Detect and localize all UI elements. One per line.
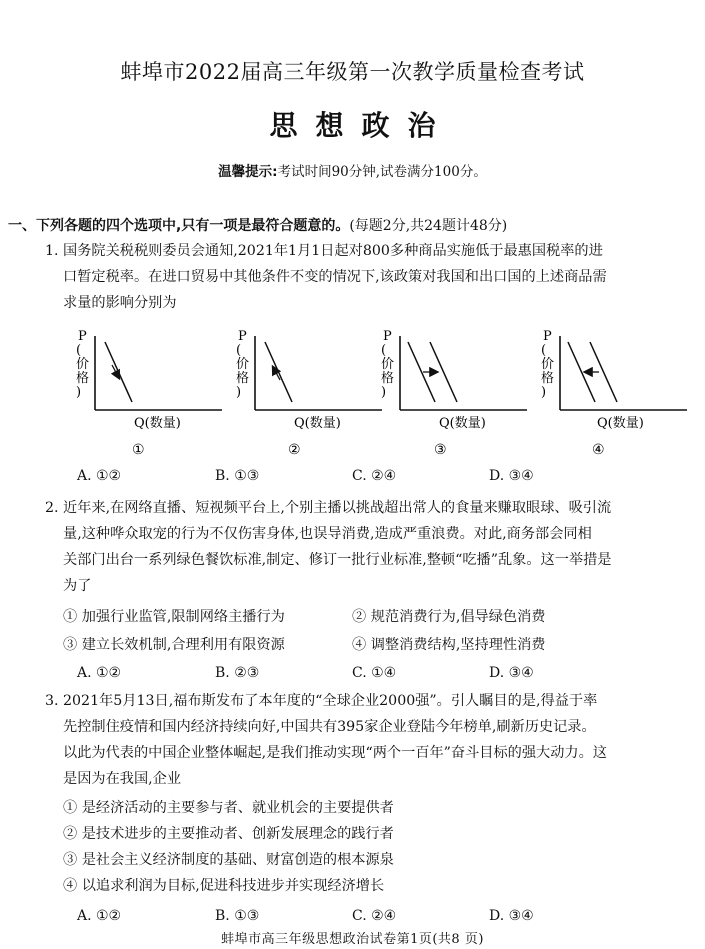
section-scoring: (每题2分,共24题计48分) <box>349 218 508 234</box>
question-text-line: 国务院关税税则委员会通知,2021年1月1日起对800多种商品实施低于最惠国税率的进 <box>63 243 603 259</box>
statement: ③ 是社会主义经济制度的基础、财富创造的根本源泉 <box>63 852 394 868</box>
question-number: 2. <box>45 500 59 516</box>
option-b[interactable]: B. ①③ <box>215 908 260 924</box>
y-axis-label-char: 格 <box>541 371 555 386</box>
x-axis-label: Q(数量) <box>597 416 644 431</box>
question-text-line: 为了 <box>63 578 92 594</box>
question-text-line: 是因为在我国,企业 <box>63 771 182 787</box>
statement: ② 规范消费行为,倡导绿色消费 <box>352 609 546 625</box>
statement: ③ 建立长效机制,合理利用有限资源 <box>63 637 285 653</box>
x-axis-label: Q(数量) <box>294 416 341 431</box>
graph-caption: ④ <box>592 442 605 458</box>
y-axis-label-char: ) <box>236 385 242 400</box>
question-text-line: 近年来,在网络直播、短视频平台上,个别主播以挑战超出常人的食量来赚取眼球、吸引流 <box>63 500 612 516</box>
y-axis-label-char: ( <box>76 343 82 358</box>
y-axis-label-p: P <box>543 329 552 344</box>
option-c[interactable]: C. ①④ <box>352 665 397 681</box>
y-axis-label-char: 格 <box>381 371 395 386</box>
exam-title: 蚌埠市2022届高三年级第一次教学质量检查考试 <box>120 60 585 84</box>
statement: ④ 调整消费结构,坚持理性消费 <box>352 637 546 653</box>
question-text-line: 量,这种哗众取宠的行为不仅伤害身体,也误导消费,造成严重浪费。对此,商务部会同相 <box>63 526 592 542</box>
option-b[interactable]: B. ①③ <box>215 468 260 484</box>
y-axis-label-char: ) <box>541 385 547 400</box>
option-a[interactable]: A. ①② <box>77 665 122 681</box>
statement: ④ 以追求利润为目标,促进科技进步并实现经济增长 <box>63 878 385 894</box>
demand-curve <box>265 342 292 402</box>
question-text-line: 以此为代表的中国企业整体崛起,是我们推动实现“两个一百年”奋斗目标的强大动力。这 <box>63 745 607 761</box>
question-text-line: 先控制住疫情和国内经济持续向好,中国共有395家企业登陆今年榜单,刷新历史记录。 <box>63 719 596 735</box>
y-axis-label-p: P <box>383 329 392 344</box>
y-axis-label-char: 价 <box>541 357 555 372</box>
y-axis-label-char: ) <box>381 385 387 400</box>
graph-1 <box>76 329 222 458</box>
y-axis-label-char: ( <box>541 343 547 358</box>
demand-graphs <box>0 320 705 460</box>
option-c[interactable]: C. ②④ <box>352 908 397 924</box>
graph-caption: ③ <box>434 442 447 458</box>
question-text-line: 2021年5月13日,福布斯发布了本年度的“全球企业2000强”。引人瞩目的是,得益于率 <box>63 693 598 709</box>
exam-hint <box>0 160 705 180</box>
x-axis-label: Q(数量) <box>134 416 181 431</box>
demand-curve <box>105 342 132 402</box>
y-axis-label-char: 价 <box>236 357 250 372</box>
y-axis-label-char: ( <box>381 343 387 358</box>
question-number: 3. <box>45 693 59 709</box>
question-text-line: 口暂定税率。在进口贸易中其他条件不变的情况下,该政策对我国和出口国的上述商品需 <box>63 269 607 285</box>
question-text-line: 求量的影响分别为 <box>63 295 177 311</box>
subject-title: 思想政治 <box>269 109 454 142</box>
statement: ① 是经济活动的主要参与者、就业机会的主要提供者 <box>63 800 394 816</box>
y-axis-label-char: 价 <box>381 357 395 372</box>
x-axis-label: Q(数量) <box>439 416 486 431</box>
y-axis-label-char: ) <box>76 385 82 400</box>
graph-3 <box>381 329 527 458</box>
option-a[interactable]: A. ①② <box>77 908 122 924</box>
y-axis-label-char: 格 <box>76 371 90 386</box>
statement: ① 加强行业监管,限制网络主播行为 <box>63 609 285 625</box>
hint-label: 温馨提示: <box>218 164 278 180</box>
option-d[interactable]: D. ③④ <box>489 665 534 681</box>
question-number: 1. <box>45 243 59 259</box>
y-axis-label-p: P <box>238 329 247 344</box>
option-b[interactable]: B. ②③ <box>215 665 260 681</box>
statement: ② 是技术进步的主要推动者、创新发展理念的践行者 <box>63 826 394 842</box>
graph-4 <box>541 329 687 458</box>
y-axis-label-char: ( <box>236 343 242 358</box>
y-axis-label-p: P <box>78 329 87 344</box>
section-instruction: 一、下列各题的四个选项中,只有一项是最符合题意的。 <box>8 218 350 234</box>
question-text-line: 关部门出台一系列绿色餐饮标准,制定、修订一批行业标准,整顿“吃播”乱象。这一举措是 <box>63 552 612 568</box>
hint-text: 考试时间90分钟,试卷满分100分。 <box>277 164 487 180</box>
y-axis-label-char: 价 <box>76 357 90 372</box>
option-c[interactable]: C. ②④ <box>352 468 397 484</box>
graph-caption: ① <box>132 442 145 458</box>
graph-2 <box>236 329 382 458</box>
option-a[interactable]: A. ①② <box>77 468 122 484</box>
y-axis-label-char: 格 <box>236 371 250 386</box>
option-d[interactable]: D. ③④ <box>489 908 534 924</box>
page-footer: 蚌埠市高三年级思想政治试卷第1页(共8 页) <box>221 932 484 947</box>
option-d[interactable]: D. ③④ <box>489 468 534 484</box>
graph-caption: ② <box>288 442 301 458</box>
section-heading <box>8 215 507 235</box>
